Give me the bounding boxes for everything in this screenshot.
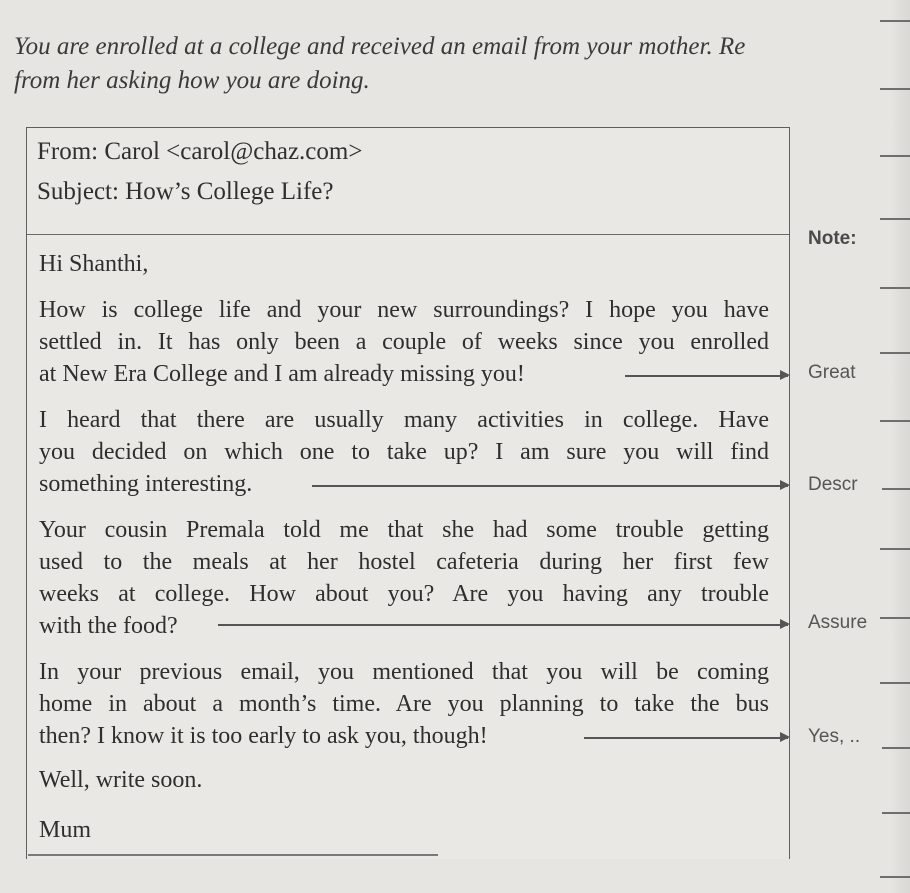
arrow-note-2 xyxy=(312,485,788,487)
note-label-2: Descr xyxy=(808,474,858,495)
paragraph-line: weeks at college. How about you? Are you having any trouble xyxy=(39,581,769,607)
email-from: From: Carol <carol@chaz.com> xyxy=(37,138,363,165)
instruction-line-1: You are enrolled at a college and received an email from your mother. Re xyxy=(14,33,746,60)
closing-text: Well, write soon. xyxy=(39,767,203,793)
instruction-line-2: from her asking how you are doing. xyxy=(14,67,370,94)
paragraph-line: In your previous email, you mentioned that you will be coming xyxy=(39,659,769,685)
email-signature xyxy=(39,814,769,846)
paragraph-line: then? I know it is too early to ask you, though! xyxy=(39,723,488,749)
margin-tick xyxy=(880,20,910,22)
margin-tick xyxy=(880,617,910,619)
paragraph-line: you decided on which one to take up? I am sure you will find xyxy=(39,439,769,465)
email-box xyxy=(26,127,790,859)
email-paragraph-3 xyxy=(39,514,769,642)
paragraph-line: at New Era College and I am already missing you! xyxy=(39,361,525,387)
email-closing xyxy=(39,764,769,796)
email-subject: Subject: How’s College Life? xyxy=(37,178,334,205)
margin-tick xyxy=(882,747,910,749)
signature-text: Mum xyxy=(39,817,92,843)
bottom-rule xyxy=(28,854,438,856)
paragraph-line: home in about a month’s time. Are you planning to take the bus xyxy=(39,691,769,717)
task-instruction xyxy=(14,30,894,98)
paragraph-line: used to the meals at her hostel cafeteria during her first few xyxy=(39,549,769,575)
email-header xyxy=(27,128,789,235)
arrow-note-3 xyxy=(218,624,788,626)
arrow-note-1 xyxy=(625,375,788,377)
paragraph-line: settled in. It has only been a couple of weeks since you enrolled xyxy=(39,329,769,355)
note-label-4: Yes, .. xyxy=(808,726,861,747)
paragraph-line: I heard that there are usually many activities in college. Have xyxy=(39,407,769,433)
paragraph-line: Your cousin Premala told me that she had some trouble getting xyxy=(39,517,769,543)
margin-tick xyxy=(882,812,910,814)
greeting-text: Hi Shanthi, xyxy=(39,251,149,277)
margin-tick xyxy=(880,420,910,422)
margin-tick xyxy=(880,287,910,289)
margin-tick xyxy=(880,218,910,220)
email-greeting xyxy=(39,248,769,280)
margin-tick xyxy=(880,876,910,878)
arrow-note-4 xyxy=(584,737,788,739)
note-label-1: Great xyxy=(808,362,856,383)
margin-tick xyxy=(880,88,910,90)
margin-tick xyxy=(880,155,910,157)
paragraph-line: How is college life and your new surroundings? I hope you have xyxy=(39,297,769,323)
notes-title: Note: xyxy=(808,228,857,249)
margin-tick xyxy=(882,488,910,490)
paragraph-line: with the food? xyxy=(39,613,178,639)
margin-tick xyxy=(880,352,910,354)
margin-tick xyxy=(880,682,910,684)
margin-tick xyxy=(880,548,910,550)
note-label-3: Assure xyxy=(808,612,868,633)
notes-column xyxy=(808,0,910,893)
paragraph-line: something interesting. xyxy=(39,471,253,497)
